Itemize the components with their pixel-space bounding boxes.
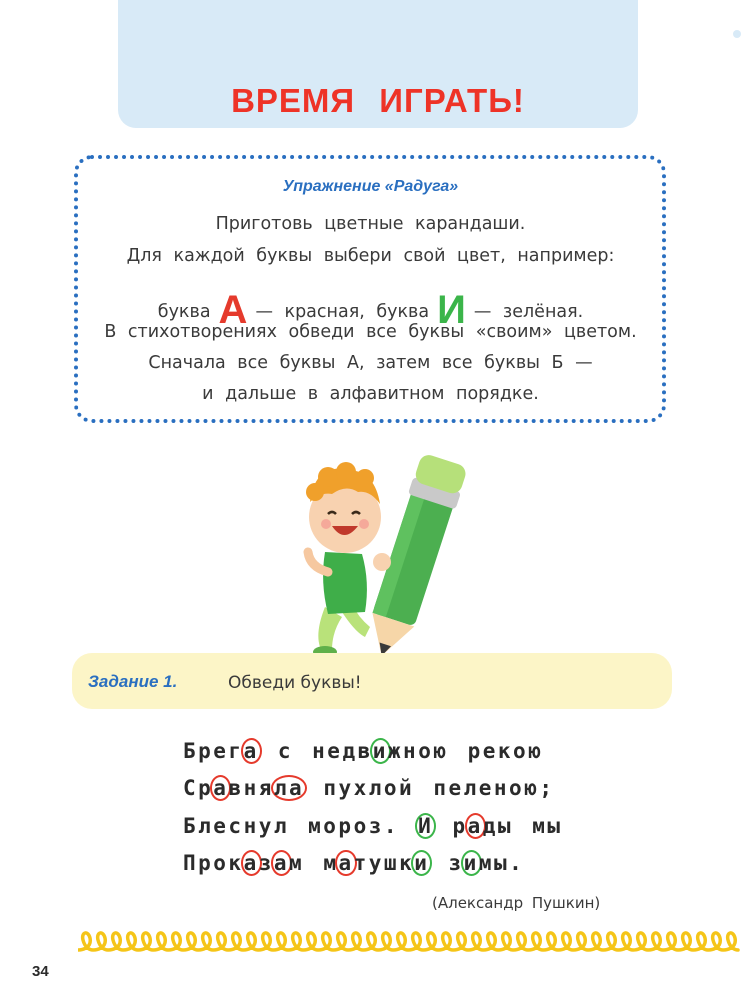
poem-text: м м	[289, 851, 339, 875]
poem-text: тушк	[353, 851, 415, 875]
poem-text: з	[258, 851, 274, 875]
exercise-line-4: В стихотворениях обведи все буквы «своим» цветом.	[104, 322, 637, 342]
corner-decoration	[733, 30, 741, 38]
circled-letter-i: И	[415, 813, 436, 839]
exercise-text: — зелёная.	[473, 302, 584, 322]
circled-letter-i: и	[411, 850, 432, 876]
page-title: ВРЕМЯ ИГРАТЬ!	[231, 82, 525, 119]
circled-letter-i: и	[461, 850, 482, 876]
squiggle-divider	[78, 928, 741, 958]
poem-line-4	[183, 850, 524, 876]
exercise-title: Упражнение «Радуга»	[282, 178, 459, 195]
circled-letters-la: ла	[271, 775, 307, 801]
poem-text: с недв	[258, 739, 373, 763]
exercise-text: буква	[157, 302, 211, 322]
circled-letter-a: а	[335, 850, 356, 876]
poem-text: Блеснул мороз.	[183, 814, 419, 838]
exercise-line-1: Приготовь цветные карандаши.	[215, 214, 526, 234]
poem-author: (Александр Пушкин)	[432, 894, 601, 912]
poem-text: пухлой пеленою;	[304, 776, 555, 800]
poem-text: Брег	[183, 739, 244, 763]
circled-letter-a: а	[241, 850, 262, 876]
circled-letter-a: а	[465, 813, 486, 839]
poem-text: Ср	[183, 776, 214, 800]
boy-with-pencil-illustration	[270, 432, 470, 672]
poem-line-2	[183, 775, 554, 801]
exercise-line-5: Сначала все буквы А, затем все буквы Б —	[148, 353, 593, 373]
circled-letter-a: а	[210, 775, 231, 801]
task-text: Обведи буквы!	[228, 673, 362, 693]
poem-text: жною рекою	[387, 739, 544, 763]
letter-a: А	[218, 288, 248, 332]
exercise-text: — красная, буква	[255, 302, 430, 322]
circled-letter-a: а	[241, 738, 262, 764]
poem-text: мы.	[478, 851, 525, 875]
poem-text: ды мы	[482, 814, 563, 838]
exercise-line-2: Для каждой буквы выбери свой цвет, например:	[126, 246, 615, 266]
circled-letter-i: и	[370, 738, 391, 764]
circled-letter-a: а	[271, 850, 292, 876]
letter-i: И	[437, 288, 466, 332]
poem-line-1	[183, 738, 543, 764]
task-label: Задание 1.	[88, 672, 178, 691]
poem-text: вня	[228, 776, 274, 800]
page-number: 34	[32, 963, 49, 980]
exercise-line-6: и дальше в алфавитном порядке.	[202, 384, 539, 404]
poem-line-3	[183, 813, 562, 839]
poem-text: з	[429, 851, 464, 875]
poem-text: Прок	[183, 851, 244, 875]
poem-text: р	[433, 814, 468, 838]
